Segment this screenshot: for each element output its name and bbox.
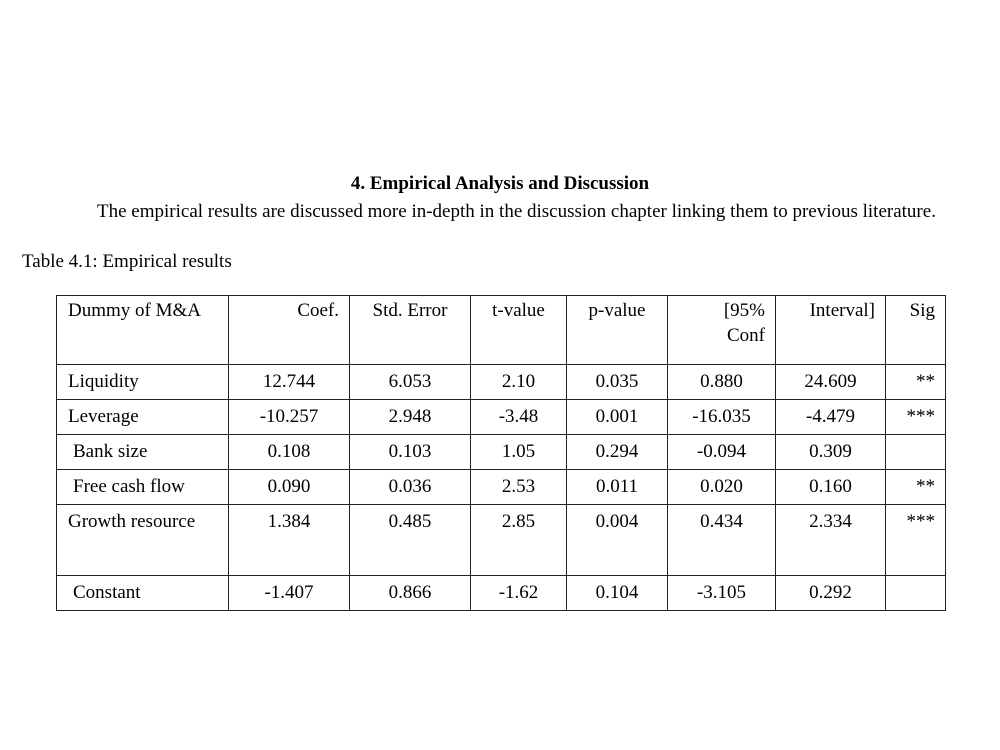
table-row: [57, 400, 946, 435]
table-caption: Table 4.1: Empirical results: [22, 251, 232, 272]
cell-sig: ***: [886, 400, 946, 435]
table-row: [57, 576, 946, 611]
table-row: [57, 505, 946, 576]
cell-std-error: 0.485: [350, 505, 471, 576]
header-std-error: Std. Error: [350, 296, 471, 365]
cell-sig: **: [886, 365, 946, 400]
cell-conf-high: 24.609: [776, 365, 886, 400]
header-conf-low: [95% Conf: [668, 296, 776, 365]
header-t-value: t-value: [471, 296, 567, 365]
cell-conf-low: 0.434: [668, 505, 776, 576]
cell-conf-low: 0.880: [668, 365, 776, 400]
cell-conf-low: 0.020: [668, 470, 776, 505]
cell-std-error: 6.053: [350, 365, 471, 400]
cell-t-value: 2.53: [471, 470, 567, 505]
intro-paragraph: The empirical results are discussed more in-depth in the discussion chapter linking them to previous literature.: [97, 201, 936, 222]
cell-p-value: 0.035: [567, 365, 668, 400]
header-p-value: p-value: [567, 296, 668, 365]
cell-conf-high: 2.334: [776, 505, 886, 576]
header-coef: Coef.: [229, 296, 350, 365]
cell-conf-high: 0.309: [776, 435, 886, 470]
cell-conf-high: 0.160: [776, 470, 886, 505]
cell-coef: 0.108: [229, 435, 350, 470]
row-variable: Bank size: [57, 435, 229, 470]
cell-t-value: 2.10: [471, 365, 567, 400]
table-row: [57, 470, 946, 505]
row-variable: Growth resource: [57, 505, 229, 576]
table-header-row: [57, 296, 946, 365]
cell-t-value: 1.05: [471, 435, 567, 470]
cell-t-value: -3.48: [471, 400, 567, 435]
cell-conf-high: 0.292: [776, 576, 886, 611]
cell-coef: 12.744: [229, 365, 350, 400]
cell-sig: [886, 576, 946, 611]
cell-p-value: 0.294: [567, 435, 668, 470]
results-table: [56, 295, 946, 611]
cell-coef: -1.407: [229, 576, 350, 611]
cell-sig: ***: [886, 505, 946, 576]
row-variable: Liquidity: [57, 365, 229, 400]
cell-conf-low: -0.094: [668, 435, 776, 470]
cell-p-value: 0.104: [567, 576, 668, 611]
table-row: [57, 365, 946, 400]
cell-coef: 0.090: [229, 470, 350, 505]
cell-p-value: 0.004: [567, 505, 668, 576]
row-variable: Constant: [57, 576, 229, 611]
row-variable: Leverage: [57, 400, 229, 435]
cell-sig: [886, 435, 946, 470]
header-sig: Sig: [886, 296, 946, 365]
cell-t-value: 2.85: [471, 505, 567, 576]
cell-std-error: 0.103: [350, 435, 471, 470]
cell-std-error: 0.036: [350, 470, 471, 505]
header-conf-high: Interval]: [776, 296, 886, 365]
cell-coef: 1.384: [229, 505, 350, 576]
cell-t-value: -1.62: [471, 576, 567, 611]
cell-std-error: 0.866: [350, 576, 471, 611]
cell-conf-high: -4.479: [776, 400, 886, 435]
cell-coef: -10.257: [229, 400, 350, 435]
cell-sig: **: [886, 470, 946, 505]
cell-conf-low: -16.035: [668, 400, 776, 435]
table-row: [57, 435, 946, 470]
cell-std-error: 2.948: [350, 400, 471, 435]
row-variable: Free cash flow: [57, 470, 229, 505]
cell-p-value: 0.011: [567, 470, 668, 505]
cell-conf-low: -3.105: [668, 576, 776, 611]
section-heading: 4. Empirical Analysis and Discussion: [350, 173, 650, 194]
header-variable: Dummy of M&A: [57, 296, 229, 365]
cell-p-value: 0.001: [567, 400, 668, 435]
